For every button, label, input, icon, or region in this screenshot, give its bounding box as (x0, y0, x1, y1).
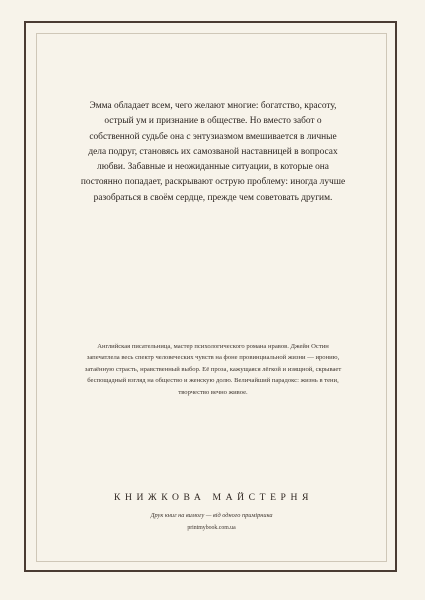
publisher-name: КНИЖКОВА МАЙСТЕРНЯ (113, 492, 314, 503)
author-bio: Английская писательница, мастер психологического романа нравов. Джейн Остин запечатлела весь спектр человеческих чувств на фоне провинциальной жизни — иронию, затаённую страсть, нравственный выбор. Её проза, кажущаяся лёгкой и изящной, скрывает беспощадный взгляд на общество и женскую долю. Величайший парадокс: жизнь в тени, творчество вечно живое. (84, 343, 342, 396)
publisher-url[interactable]: printmybook.com.ua (187, 525, 236, 531)
publisher-block (36, 492, 387, 531)
book-description: Эмма обладает всем, чего желают многие: богатство, красоту, острый ум и признание в обществе. Но вместо забот о собственной судьбе она с энтузиазмом вмешивается в личные дела подруг, становясь их самозваной наставницей в вопросах любви. Забавные и неожиданные ситуации, в которые она постоянно попадает, раскрывают острую проблему: иногда лучше разобраться в своём сердце, прежде чем советовать другим. (80, 101, 346, 203)
publisher-tagline: Друк книг на вимогу — від одного примірника (150, 512, 273, 519)
